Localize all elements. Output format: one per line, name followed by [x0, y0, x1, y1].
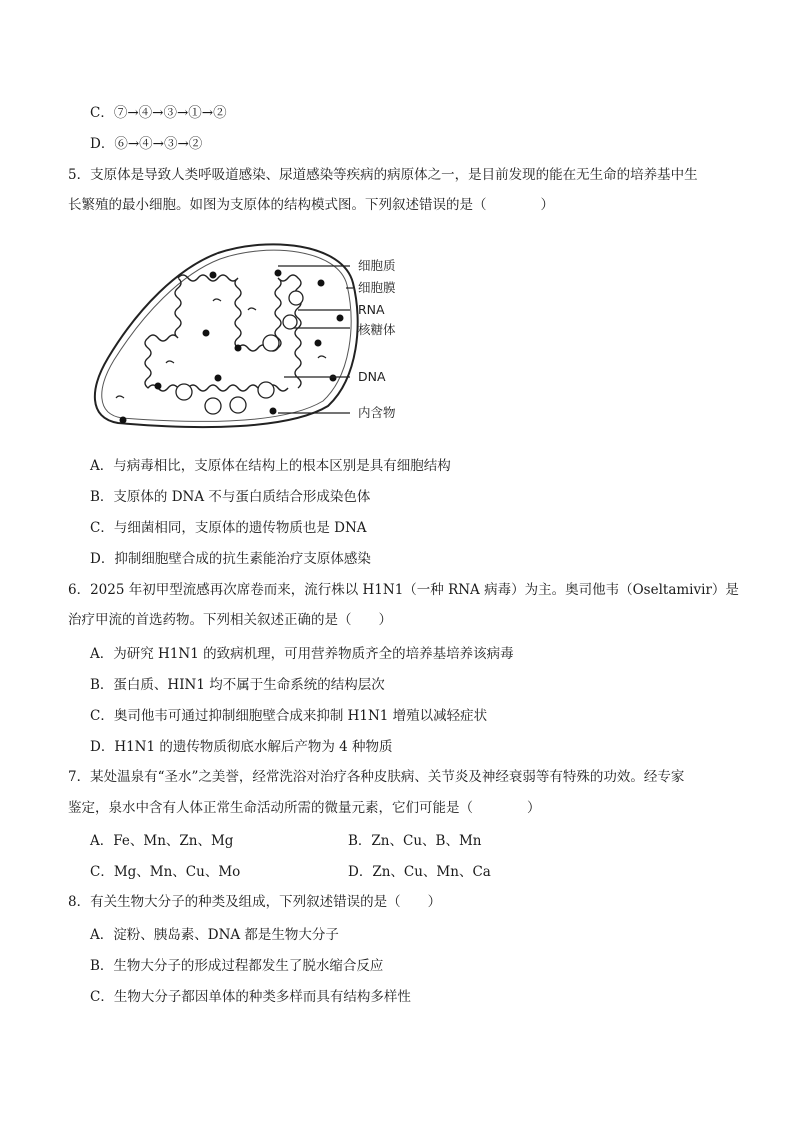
q4-option-d: D．⑥→④→③→②: [90, 136, 203, 152]
q5-stem-line2: 长繁殖的最小细胞。如图为支原体的结构模式图。下列叙述错误的是（ ）: [68, 197, 554, 213]
q8-option-a: A．淀粉、胰岛素、DNA 都是生物大分子: [90, 927, 339, 943]
q7-stem-line2: 鉴定，泉水中含有人体正常生命活动所需的微量元素，它们可能是（ ）: [68, 800, 541, 816]
q6-option-a: A．为研究 H1N1 的致病机理，可用营养物质齐全的培养基培养该病毒: [90, 646, 514, 662]
q7-option-b: B．Zn、Cu、B、Mn: [348, 833, 482, 849]
q5-option-a: A．与病毒相比，支原体在结构上的根本区别是具有细胞结构: [90, 458, 451, 474]
q6-stem-line2: 治疗甲流的首选药物。下列相关叙述正确的是（ ）: [68, 612, 392, 628]
leader-lines: [278, 266, 353, 413]
cell-membrane-outer: [95, 244, 358, 427]
q4-option-c: C．⑦→④→③→①→②: [90, 105, 227, 121]
label-membrane: 细胞膜: [358, 280, 396, 295]
q7-option-c: C．Mg、Mn、Cu、Mo: [90, 864, 241, 880]
q8-option-c: C．生物大分子都因单体的种类多样而具有结构多样性: [90, 989, 411, 1005]
label-cytoplasm: 细胞质: [358, 258, 396, 273]
q7-option-d: D．Zn、Cu、Mn、Ca: [348, 864, 491, 880]
q5-stem-line1: 5．支原体是导致人类呼吸道感染、尿道感染等疾病的病原体之一，是目前发现的能在无生命的培养基中生: [68, 167, 698, 183]
q5-option-b: B．支原体的 DNA 不与蛋白质结合形成染色体: [90, 489, 371, 505]
q5-option-c: C．与细菌相同，支原体的遗传物质也是 DNA: [90, 520, 367, 536]
q6-option-b: B．蛋白质、HIN1 均不属于生命系统的结构层次: [90, 677, 385, 693]
q6-option-c: C．奥司他韦可通过抑制细胞壁合成来抑制 H1N1 增殖以减轻症状: [90, 708, 488, 724]
q6-option-d: D．H1N1 的遗传物质彻底水解后产物为 4 种物质: [90, 739, 393, 755]
label-dna: DNA: [358, 369, 386, 384]
q7-stem-line1: 7．某处温泉有“圣水”之美誉，经常洗浴对治疗各种皮肤病、关节炎及神经衰弱等有特殊的功效。经专家: [68, 769, 685, 785]
label-rna: RNA: [358, 302, 385, 317]
q7-option-a: A．Fe、Mn、Zn、Mg: [90, 833, 234, 849]
label-inclusion: 内含物: [358, 405, 396, 420]
q6-stem-line1: 6．2025 年初甲型流感再次席卷而来，流行株以 H1N1（一种 RNA 病毒）为主。奥司他韦（Oseltamivir）是: [68, 582, 739, 598]
q8-stem: 8．有关生物大分子的种类及组成，下列叙述错误的是（ ）: [68, 894, 442, 910]
mycoplasma-structure-figure: [88, 238, 428, 438]
label-ribosome: 核糖体: [358, 322, 396, 337]
q5-option-d: D．抑制细胞壁合成的抗生素能治疗支原体感染: [90, 551, 371, 567]
q8-option-b: B．生物大分子的形成过程都发生了脱水缩合反应: [90, 958, 384, 974]
